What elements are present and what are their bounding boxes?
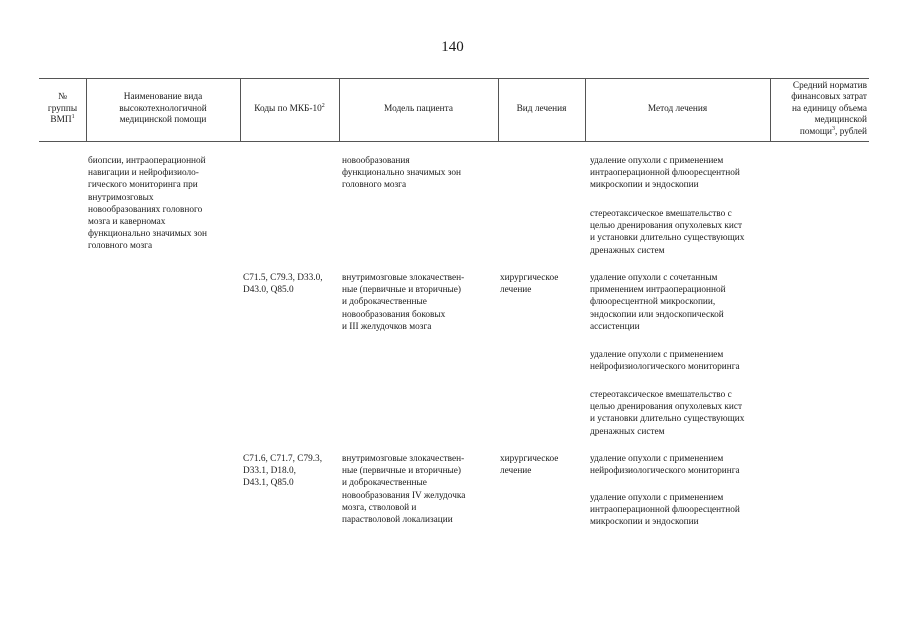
treatment-type: хирургическое лечение — [500, 273, 559, 296]
page-number: 140 — [441, 39, 464, 55]
header-care-type: Наименование вида высокотехнологичной медицинской помощи — [119, 92, 207, 126]
treatment-method: удаление опухоли с применением нейрофизиологического мониторинга — [590, 454, 740, 477]
patient-model: новообразования функционально значимых зон головного мозга — [342, 156, 461, 191]
patient-model: внутримозговые злокачествен- ные (первичные и вторичные) и доброкачественные новообразования IV желудочка мозга, стволовой и парастволовой локализации — [342, 454, 466, 526]
header-bottom-rule — [39, 141, 869, 142]
header-cost-norm: Средний норматив финансовых затрат на единицу объема медицинской помощи$^3$, рублей — [791, 80, 867, 137]
treatment-type: хирургическое лечение — [500, 454, 559, 477]
icd-codes: C71.5, C79.3, D33.0, D43.0, Q85.0 — [243, 273, 323, 296]
header-icd-codes: Коды по МКБ-$10^2$ — [254, 102, 325, 114]
treatment-method: удаление опухоли с применением интраоперационной флюоресцентной микроскопии и эндоскопии — [590, 156, 740, 191]
treatment-method: стереотаксическое вмешательство с целью дренирования опухолевых кист и установки длительно существующих дренажных систем — [590, 209, 745, 256]
header-patient-model: Модель пациента — [384, 103, 453, 114]
icd-codes: C71.6, C71.7, C79.3, D33.1, D18.0, D43.1, Q85.0 — [243, 454, 323, 489]
header-treatment-type: Вид лечения — [516, 103, 567, 114]
treatment-method: удаление опухоли с применением нейрофизиологического мониторинга — [590, 350, 740, 373]
care-type-name: биопсии, интраоперационной навигации и нейрофизиоло- гического мониторинга при внутримозговых новообразованиях головного мозга и каверномах функционально значимых зон головного мозга — [88, 156, 207, 252]
patient-model: внутримозговые злокачествен- ные (первичные и вторичные) и доброкачественные новообразования боковых и III желудочков мозга — [342, 273, 465, 332]
header-group-number: № группы ВМП$^1$ — [47, 92, 78, 126]
treatment-method: удаление опухоли с сочетанным применением интраоперационной флюоресцентной микроскопии, эндоскопии или эндоскопической ассистенции — [590, 273, 726, 332]
treatment-method: удаление опухоли с применением интраоперационной флюоресцентной микроскопии и эндоскопии — [590, 493, 740, 528]
treatment-method: стереотаксическое вмешательство с целью дренирования опухолевых кист и установки длительно существующих дренажных систем — [590, 390, 745, 437]
header-treatment-method: Метод лечения — [647, 103, 708, 114]
